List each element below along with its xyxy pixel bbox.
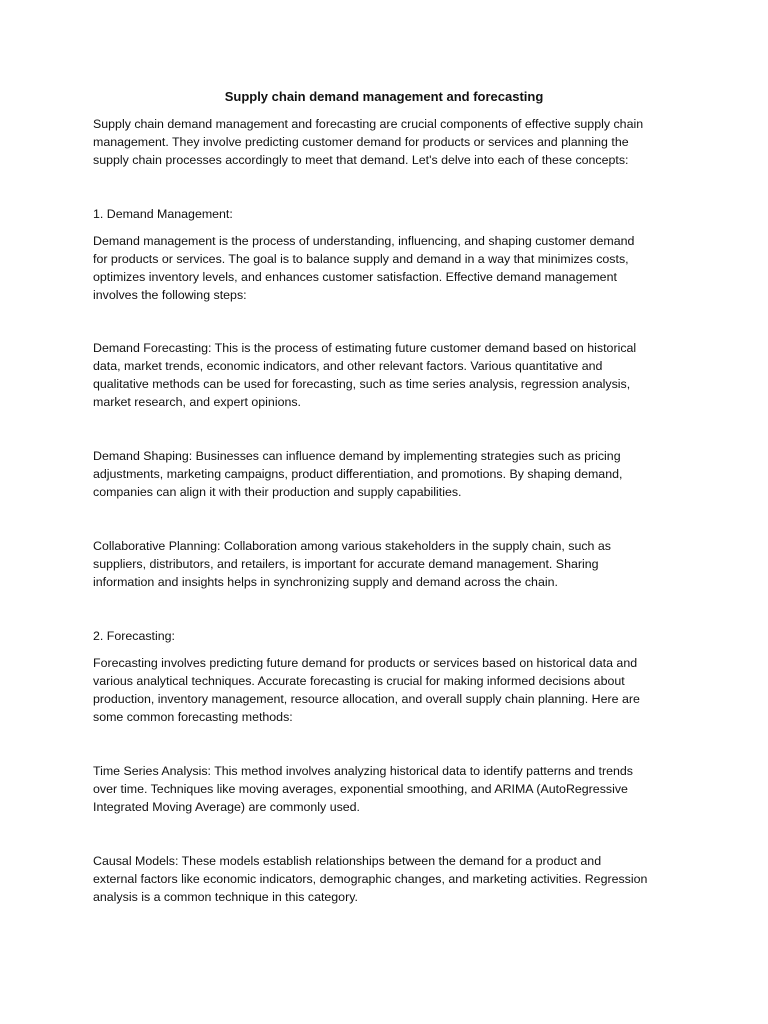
text-line: Causal Models: These models establish relationships between the demand for a product and [93, 854, 602, 868]
demand-forecasting-paragraph [93, 339, 683, 411]
demand-management-paragraph [93, 232, 683, 304]
collaborative-planning-paragraph [93, 537, 683, 591]
heading-text: 1. Demand Management: [93, 207, 233, 221]
text-line: Demand Forecasting: This is the process of estimating future customer demand based on historical [93, 341, 637, 355]
text-line: information and insights helps in synchronizing supply and demand across the chain. [93, 575, 558, 589]
text-line: Demand management is the process of understanding, influencing, and shaping customer demand [93, 234, 635, 248]
heading-text: 2. Forecasting: [93, 629, 175, 643]
text-line: Time Series Analysis: This method involves analyzing historical data to identify patterns and trends [93, 764, 633, 778]
text-line: Forecasting involves predicting future demand for products or services based on historical data and [93, 656, 638, 670]
text-line: production, inventory management, resource allocation, and overall supply chain planning. Here are [93, 692, 640, 706]
text-line: companies can align it with their production and supply capabilities. [93, 485, 462, 499]
text-line: Integrated Moving Average) are commonly used. [93, 800, 361, 814]
text-line: data, market trends, economic indicators, and other relevant factors. Various quantitative and [93, 359, 603, 373]
text-line: market research, and expert opinions. [93, 395, 301, 409]
text-line: some common forecasting methods: [93, 710, 293, 724]
section-heading-demand-management [93, 205, 683, 223]
text-line: various analytical techniques. Accurate forecasting is crucial for making informed decisions about [93, 674, 625, 688]
section-heading-forecasting [93, 627, 683, 645]
demand-shaping-paragraph [93, 447, 683, 501]
time-series-paragraph [93, 762, 683, 816]
intro-paragraph [93, 115, 683, 169]
causal-models-paragraph [93, 852, 683, 906]
text-line: analysis is a common technique in this category. [93, 890, 358, 904]
text-line: involves the following steps: [93, 288, 247, 302]
text-line: external factors like economic indicators, demographic changes, and marketing activities. Regression [93, 872, 648, 886]
text-line: suppliers, distributors, and retailers, is important for accurate demand management. Sharing [93, 557, 599, 571]
text-line: Collaborative Planning: Collaboration among various stakeholders in the supply chain, such as [93, 539, 611, 553]
text-line: supply chain processes accordingly to meet that demand. Let's delve into each of these concepts: [93, 153, 629, 167]
document-title: Supply chain demand management and forecasting [224, 89, 544, 104]
text-line: management. They involve predicting customer demand for products or services and planning the [93, 135, 629, 149]
text-line: Supply chain demand management and forecasting are crucial components of effective supply chain [93, 117, 644, 131]
forecasting-paragraph [93, 654, 683, 726]
text-line: Demand Shaping: Businesses can influence demand by implementing strategies such as pricing [93, 449, 621, 463]
text-line: for products or services. The goal is to balance supply and demand in a way that minimizes costs, [93, 252, 629, 266]
text-line: optimizes inventory levels, and enhances customer satisfaction. Effective demand management [93, 270, 617, 284]
text-line: qualitative methods can be used for forecasting, such as time series analysis, regression analysis, [93, 377, 631, 391]
text-line: adjustments, marketing campaigns, product differentiation, and promotions. By shaping demand, [93, 467, 623, 481]
text-line: over time. Techniques like moving averages, exponential smoothing, and ARIMA (AutoRegressive [93, 782, 628, 796]
